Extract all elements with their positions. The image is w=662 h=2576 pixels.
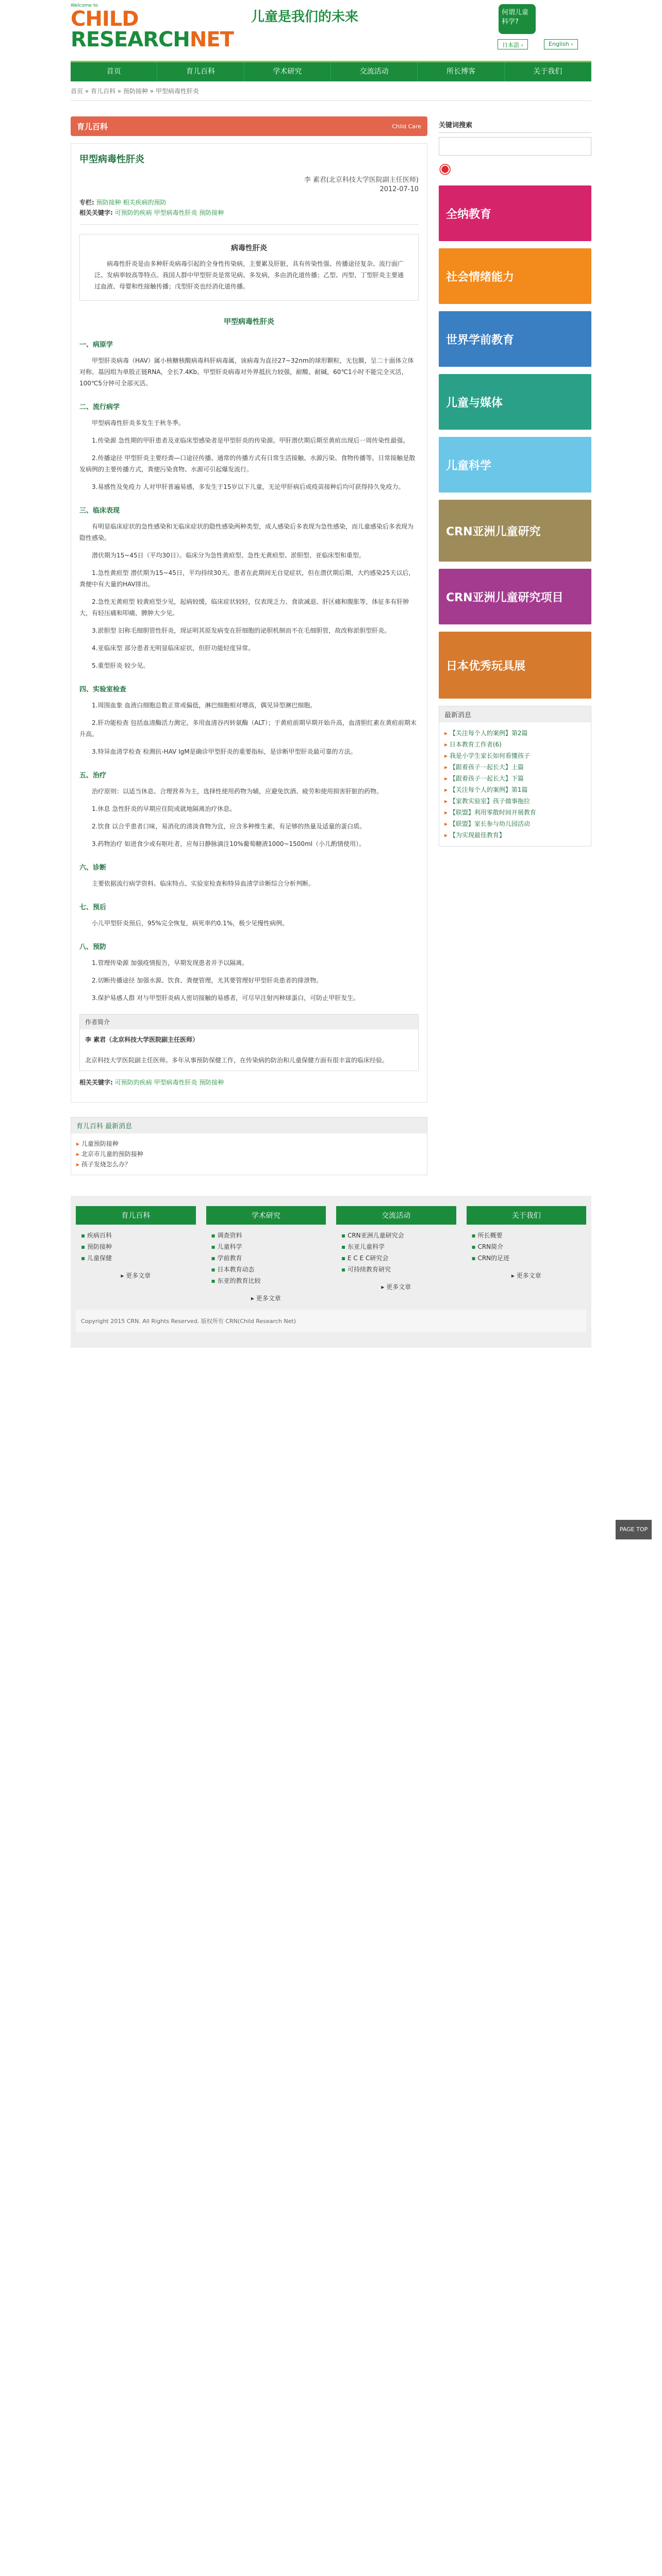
site-logo[interactable] bbox=[71, 3, 234, 55]
section-heading: 二、流行病学 bbox=[79, 403, 120, 411]
banner-child-science[interactable]: 儿童科学 bbox=[439, 437, 591, 493]
side-news-item[interactable]: ▸ 【为实现最佳教育】 bbox=[444, 829, 586, 841]
side-news-item[interactable]: ▸ 我是小学生家长如何看懂孩子 bbox=[444, 750, 586, 761]
section-heading: 八、预防 bbox=[79, 943, 107, 951]
bottom-tags bbox=[79, 1077, 419, 1094]
author-head: 作者简介 bbox=[80, 1014, 418, 1029]
related-news bbox=[71, 1117, 427, 1175]
side-news-item[interactable]: ▸ 【跟着孩子一起长大】下篇 bbox=[444, 773, 586, 784]
footer-link[interactable]: ▪ 东亚儿童科学 bbox=[341, 1241, 456, 1252]
section-heading: 六、诊断 bbox=[79, 864, 107, 872]
banner-media[interactable]: 儿童与媒体 bbox=[439, 374, 591, 430]
nav-research[interactable]: 学术研究 bbox=[244, 62, 331, 81]
author-box bbox=[79, 1014, 419, 1071]
nav-blog[interactable]: 所长博客 bbox=[418, 62, 504, 81]
main-nav bbox=[71, 61, 591, 81]
paragraph: 2.急性无黄疸型 较黄疸型少见，起病较缓，临床症状较轻，仅表现乏力、食欲减退、肝区痛和腹胀等，体征多有肝肿大，有轻压痛和叩痛，脾肿大少见。 bbox=[79, 598, 409, 617]
side-news-item[interactable]: ▸ 日本教育工作者(6) bbox=[444, 739, 586, 750]
abstract-text: 病毒性肝炎是由多种肝炎病毒引起的全身性传染病，主要累及肝脏，具有传染性强、传播途径复杂、流行面广泛、发病率较高等特点。我国人群中甲型肝炎是常见病、多发病，多由消化道传播；乙型、丙型、丁型肝炎主要通过血液、母婴和性接触传播；戊型肝炎也经消化道传播。 bbox=[94, 260, 404, 290]
paragraph: 主要依据流行病学资料、临床特点、实验室检查和特异血清学诊断综合分析判断。 bbox=[92, 880, 315, 887]
paragraph: 4.亚临床型 部分患者无明显临床症状，但肝功能轻度异常。 bbox=[92, 645, 255, 652]
paragraph: 甲型病毒性肝炎多发生于秋冬季。 bbox=[92, 419, 185, 427]
paragraph: 5.重型肝炎 较少见。 bbox=[92, 662, 150, 669]
footer-link[interactable]: ▪ 日本教育动态 bbox=[211, 1264, 326, 1275]
footer-link[interactable]: ▪ 调查资料 bbox=[211, 1230, 326, 1241]
logo-tagline: Welcome to bbox=[71, 3, 98, 8]
footer-link[interactable]: ▪ E C E C研究会 bbox=[341, 1252, 456, 1264]
paragraph: 1.急性黄疸型 潜伏期为15~45日，平均持续30天。患者在此期间无自觉症状，但在潜伏期后期，大约感染25天以后，粪便中有大量的HAV排出。 bbox=[79, 569, 415, 588]
search-input[interactable] bbox=[439, 137, 591, 156]
side-news-item[interactable]: ▸ 【联盟】家长参与幼儿园活动 bbox=[444, 818, 586, 829]
footer-link[interactable]: ▪ 东亚的教育比较 bbox=[211, 1275, 326, 1286]
paragraph: 1.管理传染源 加强疫情报告，早期发现患者并予以隔离。 bbox=[92, 959, 249, 967]
footer-link[interactable]: ▪ CRN简介 bbox=[472, 1241, 587, 1252]
section-heading: 七、预后 bbox=[79, 904, 107, 911]
author-name: 李 素君（北京科技大学医院副主任医师） bbox=[85, 1036, 199, 1043]
footer-col bbox=[467, 1206, 587, 1302]
paragraph: 1.周围血象 血液白细胞总数正常或偏低，淋巴细胞相对增高，偶见异型淋巴细胞。 bbox=[92, 702, 317, 709]
footer-col bbox=[206, 1206, 326, 1302]
article-title: 甲型病毒性肝炎 bbox=[79, 154, 144, 165]
banner-inclusive[interactable]: 全纳教育 bbox=[439, 185, 591, 241]
nav-events[interactable]: 交流活动 bbox=[331, 62, 418, 81]
paragraph: 小儿甲型肝炎预后，95%完全恢复，病死率约0.1%，极少见慢性病例。 bbox=[92, 920, 289, 927]
side-news bbox=[439, 706, 591, 846]
abstract-box bbox=[79, 234, 419, 301]
paragraph: 2.饮食 以合乎患者口味，易消化的清淡食物为宜，应含多种维生素，有足够的热量及适量的蛋白质。 bbox=[92, 823, 366, 830]
related-item[interactable]: ▸ 孩子发烧怎么办？ bbox=[76, 1159, 422, 1170]
related-head: 育儿百科 最新消息 bbox=[71, 1117, 427, 1133]
article-meta bbox=[79, 176, 419, 194]
side-news-head: 最新消息 bbox=[439, 706, 591, 722]
footer-link[interactable]: ▪ 儿童科学 bbox=[211, 1241, 326, 1252]
nav-home[interactable]: 首页 bbox=[71, 62, 157, 81]
paragraph: 2.切断传播途径 加强水源、饮食、粪便管理，尤其要管理好甲型肝炎患者的排泄物。 bbox=[92, 977, 323, 984]
section-bar bbox=[71, 116, 427, 136]
footer bbox=[71, 1196, 591, 1348]
paragraph: 3.淤胆型 旧称毛细胆管性肝炎，现证明其原发病变在肝细胞的泌胆机制而不在毛细胆管，故改称淤胆型肝炎。 bbox=[92, 627, 391, 634]
page-top-button[interactable]: PAGE TOP bbox=[616, 1520, 652, 1539]
side-news-item[interactable]: ▸ 【关注每个人的案例】第2篇 bbox=[444, 727, 586, 739]
nav-childcare[interactable]: 育儿百科 bbox=[157, 62, 244, 81]
more-articles-link[interactable]: ▸ 更多文章 bbox=[121, 1272, 151, 1279]
breadcrumb[interactable]: 首页 » 育儿百科 » 预防接种 » 甲型病毒性肝炎 bbox=[71, 81, 591, 101]
footer-link[interactable]: ▪ CRN亚洲儿童研究会 bbox=[341, 1230, 456, 1241]
sidebar bbox=[439, 116, 591, 1175]
section-heading: 四、实验室检查 bbox=[79, 686, 127, 693]
banner-crn-project[interactable]: CRN亚洲儿童研究项目 bbox=[439, 569, 591, 624]
keyword-links-bottom[interactable]: 可预防的疾病 甲型病毒性肝炎 预防接种 bbox=[114, 1079, 224, 1086]
more-articles-link[interactable]: ▸ 更多文章 bbox=[251, 1295, 281, 1302]
article-tags bbox=[79, 197, 419, 225]
category-label: 专栏: bbox=[79, 199, 94, 206]
logo-text: CHILD RESEARCHNET bbox=[71, 7, 234, 52]
side-news-item[interactable]: ▸ 【家教实验室】孩子做事拖拉 bbox=[444, 795, 586, 807]
paragraph: 2.肝功能检查 包括血清酶活力测定。多用血清谷丙转氨酶（ALT）；于黄疸前期早期开始升高，血清胆红素在黄疸前期末升高。 bbox=[79, 719, 417, 738]
footer-link[interactable]: ▪ 疾病百科 bbox=[81, 1230, 196, 1241]
footer-col-head[interactable]: 关于我们 bbox=[467, 1206, 587, 1225]
footer-link[interactable]: ▪ CRN的足迹 bbox=[472, 1252, 587, 1264]
more-articles-link[interactable]: ▸ 更多文章 bbox=[511, 1272, 541, 1279]
keywords-label-bottom: 相关关键字: bbox=[79, 1079, 113, 1086]
keywords-label: 相关关键字: bbox=[79, 209, 113, 216]
keyword-links[interactable]: 可预防的疾病 甲型病毒性肝炎 预防接种 bbox=[114, 209, 224, 216]
side-news-item[interactable]: ▸ 【跟着孩子一起长大】上篇 bbox=[444, 761, 586, 773]
paragraph: 甲型肝炎病毒（HAV）属小核糖核酸病毒科肝病毒属，该病毒为直径27~32nm的球形颗粒，无包膜，呈二十面体立体对称。基因组为单股正链RNA，全长7.4Kb。甲型肝炎病毒对外界抵抗力较强，耐酸、耐碱，60℃1小时不能完全灭活，100℃5分钟可全部灭活。 bbox=[79, 357, 414, 387]
article bbox=[71, 143, 427, 1103]
main-content bbox=[71, 116, 427, 1175]
section-heading: 一、病原学 bbox=[79, 341, 113, 349]
paragraph: 潜伏期为15~45日（平均30日）。临床分为急性黄疸型、急性无黄疸型、淤胆型、亚临床型和重型。 bbox=[92, 552, 365, 559]
lang-english-link[interactable]: English › bbox=[544, 39, 578, 49]
footer-link[interactable]: ▪ 所长概要 bbox=[472, 1230, 587, 1241]
footer-link[interactable]: ▪ 预防接种 bbox=[81, 1241, 196, 1252]
footer-col bbox=[76, 1206, 196, 1302]
footer-col bbox=[336, 1206, 456, 1302]
footer-link[interactable]: ▪ 可持续教育研究 bbox=[341, 1264, 456, 1275]
search-head: 关键词搜索 bbox=[439, 116, 591, 133]
main-heading: 甲型病毒性肝炎 bbox=[224, 318, 274, 326]
weibo-icon[interactable]: ◉ bbox=[439, 160, 452, 177]
what-is-child-science-button[interactable]: 何谓儿童科学? bbox=[499, 4, 536, 34]
related-item[interactable]: ▸ 北京市儿童的预防接种 bbox=[76, 1149, 422, 1159]
paragraph: 1.休息 急性肝炎的早期应住院或就地隔离治疗休息。 bbox=[92, 805, 236, 812]
abstract-title: 病毒性肝炎 bbox=[231, 244, 267, 252]
footer-link[interactable]: ▪ 学前教育 bbox=[211, 1252, 326, 1264]
paragraph: 有明显临床症状的急性感染和无临床症状的隐性感染两种类型，成人感染后多表现为急性感染，而儿童感染后多表现为隐性感染。 bbox=[79, 523, 414, 541]
footer-link[interactable]: ▪ 儿童保健 bbox=[81, 1252, 196, 1264]
copyright: Copyright 2015 CRN. All Rights Reserved. 版权所有 CRN(Child Research Net) bbox=[81, 1318, 296, 1325]
section-heading: 五、治疗 bbox=[79, 772, 107, 779]
more-articles-link[interactable]: ▸ 更多文章 bbox=[381, 1283, 411, 1291]
nav-about[interactable]: 关于我们 bbox=[505, 62, 591, 81]
footer-col-head[interactable]: 交流活动 bbox=[336, 1206, 456, 1225]
footer-col-head[interactable]: 学术研究 bbox=[206, 1206, 326, 1225]
banner-crn[interactable]: CRN亚洲儿童研究 bbox=[439, 500, 591, 562]
banner-toys[interactable]: 日本优秀玩具展 bbox=[439, 632, 591, 699]
paragraph: 1.传染源 急性期的甲肝患者及亚临床型感染者是甲型肝炎的传染源。甲肝潜伏期后期至黄疸出现后一周传染性最强。 bbox=[92, 437, 409, 444]
article-author: 李 素君(北京科技大学医院副主任医师) bbox=[304, 176, 419, 184]
section-en: Child Care bbox=[392, 123, 421, 130]
paragraph: 3.特异血清学检查 检测抗-HAV IgM是确诊甲型肝炎的重要指标，是诊断甲型肝炎最可靠的方法。 bbox=[92, 748, 357, 755]
article-body bbox=[79, 339, 419, 1004]
banner-world-ece[interactable]: 世界学前教育 bbox=[439, 311, 591, 367]
footer-col-head[interactable]: 育儿百科 bbox=[76, 1206, 196, 1225]
header bbox=[71, 0, 591, 61]
section-heading: 三、临床表现 bbox=[79, 507, 120, 515]
side-news-item[interactable]: ▸ 【关注每个人的案例】第1篇 bbox=[444, 784, 586, 795]
author-bio: 北京科技大学医院副主任医师。多年从事预防保健工作，在传染病的防治和儿童保健方面有很丰富的临床经验。 bbox=[85, 1057, 389, 1064]
paragraph: 3.易感性及免疫力 人对甲肝普遍易感，多发生于15岁以下儿童，无论甲肝病后或疫苗接种后均可获得持久免疫力。 bbox=[92, 483, 405, 490]
related-item[interactable]: ▸ 儿童预防接种 bbox=[76, 1139, 422, 1149]
slogan: 儿童是我们的未来 bbox=[251, 9, 359, 25]
section-title: 育儿百科 bbox=[77, 122, 108, 131]
paragraph: 治疗原则：以适当休息、合理营养为主，选择性使用药物为辅，应避免饮酒、疲劳和使用损害肝脏的药物。 bbox=[92, 788, 383, 795]
lang-japanese-link[interactable]: 日本語 › bbox=[498, 39, 528, 49]
article-date: 2012-07-10 bbox=[379, 185, 419, 193]
paragraph: 3.药物治疗 如进食少或有呕吐者，应每日静脉滴注10%葡萄糖液1000~1500ml（小儿酌情使用）。 bbox=[92, 840, 366, 848]
category-links[interactable]: 预防接种 相关疾病的预防 bbox=[96, 199, 167, 206]
banner-sel[interactable]: 社会情绪能力 bbox=[439, 248, 591, 304]
paragraph: 2.传播途径 甲型肝炎主要经粪—口途径传播。通常的传播方式有日常生活接触、水源污染、食物传播等。日常接触是散发病例的主要传播方式，粪便污染食物、水源可引起爆发流行。 bbox=[79, 454, 416, 473]
paragraph: 3.保护易感人群 对与甲型肝炎病人密切接触的易感者，可尽早注射丙种球蛋白，可防止甲肝发生。 bbox=[92, 994, 360, 1002]
side-news-item[interactable]: ▸ 【联盟】利用零散时间开展教育 bbox=[444, 807, 586, 818]
